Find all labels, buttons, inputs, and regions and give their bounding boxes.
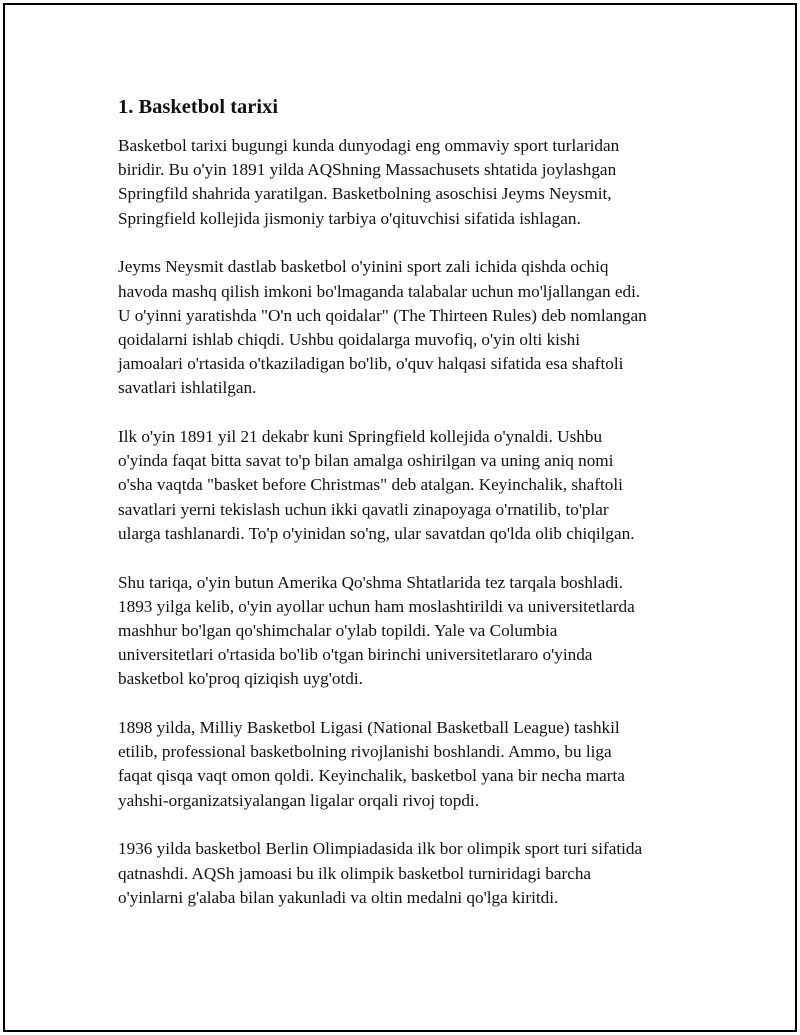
text-line: Shu tariqa, o'yin butun Amerika Qo'shma Shtatlarida tez tarqala boshladi.: [118, 572, 623, 592]
text-line: 1893 yilga kelib, o'yin ayollar uchun ham moslashtirildi va universitetlarda: [118, 596, 635, 616]
text-line: havoda mashq qilish imkoni bo'lmaganda talabalar uchun mo'ljallangan edi.: [118, 281, 641, 301]
paragraph: [118, 134, 688, 231]
text-line: mashhur bo'lgan qo'shimchalar o'ylab topildi. Yale va Columbia: [118, 620, 558, 640]
text-line: Springfild shahrida yaratilgan. Basketbolning asoschisi Jeyms Neysmit,: [118, 184, 612, 204]
text-line: 1936 yilda basketbol Berlin Olimpiadasida ilk bor olimpik sport turi sifatida: [118, 839, 643, 859]
text-line: biridir. Bu o'yin 1891 yilda AQShning Massachusets shtatida joylashgan: [118, 160, 617, 180]
text-line: etilib, professional basketbolning rivojlanishi boshlandi. Ammo, bu liga: [118, 742, 612, 762]
paragraph: [118, 837, 688, 910]
text-line: qatnashdi. AQSh jamoasi bu ilk olimpik basketbol turniridagi barcha: [118, 863, 592, 883]
text-line: qoidalarni ishlab chiqdi. Ushbu qoidalarga muvofiq, o'yin olti kishi: [118, 329, 581, 349]
text-line: Springfield kollejida jismoniy tarbiya o'qituvchisi sifatida ishlagan.: [118, 208, 581, 228]
paragraph: [118, 425, 688, 546]
paragraph: [118, 716, 688, 813]
text-line: ularga tashlanardi. To'p o'yinidan so'ng, ular savatdan qo'lda olib chiqilgan.: [118, 523, 635, 543]
text-line: yahshi-organizatsiyalangan ligalar orqali rivoj topdi.: [118, 790, 479, 810]
text-line: basketbol ko'proq qiziqish uyg'otdi.: [118, 669, 363, 689]
text-line: 1898 yilda, Milliy Basketbol Ligasi (National Basketball League) tashkil: [118, 718, 620, 738]
paragraph: [118, 255, 688, 400]
paragraph: [118, 571, 688, 692]
document-body: [118, 94, 688, 934]
text-line: Jeyms Neysmit dastlab basketbol o'yinini sport zali ichida qishda ochiq: [118, 257, 609, 277]
section-heading: 1. Basketbol tarixi: [118, 96, 279, 118]
text-line: savatlari yerni tekislash uchun ikki qavatli zinapoyaga o'rnatilib, to'plar: [118, 499, 609, 519]
paragraph-list: [118, 134, 688, 910]
text-line: savatlari ishlatilgan.: [118, 378, 257, 398]
text-line: faqat qisqa vaqt omon qoldi. Keyinchalik, basketbol yana bir necha marta: [118, 766, 625, 786]
text-line: U o'yinni yaratishda "O'n uch qoidalar" (The Thirteen Rules) deb nomlangan: [118, 305, 647, 325]
text-line: Ilk o'yin 1891 yil 21 dekabr kuni Springfield kollejida o'ynaldi. Ushbu: [118, 427, 603, 447]
text-line: o'yinda faqat bitta savat to'p bilan amalga oshirilgan va uning aniq nomi: [118, 451, 614, 471]
text-line: Basketbol tarixi bugungi kunda dunyodagi eng ommaviy sport turlaridan: [118, 136, 620, 155]
text-line: o'sha vaqtda "basket before Christmas" deb atalgan. Keyinchalik, shaftoli: [118, 475, 623, 495]
text-line: universitetlari o'rtasida bo'lib o'tgan birinchi universitetlararo o'yinda: [118, 645, 593, 665]
text-line: jamoalari o'rtasida o'tkaziladigan bo'lib, o'quv halqasi sifatida esa shaftoli: [118, 354, 624, 374]
text-line: o'yinlarni g'alaba bilan yakunladi va oltin medalni qo'lga kiritdi.: [118, 887, 559, 907]
